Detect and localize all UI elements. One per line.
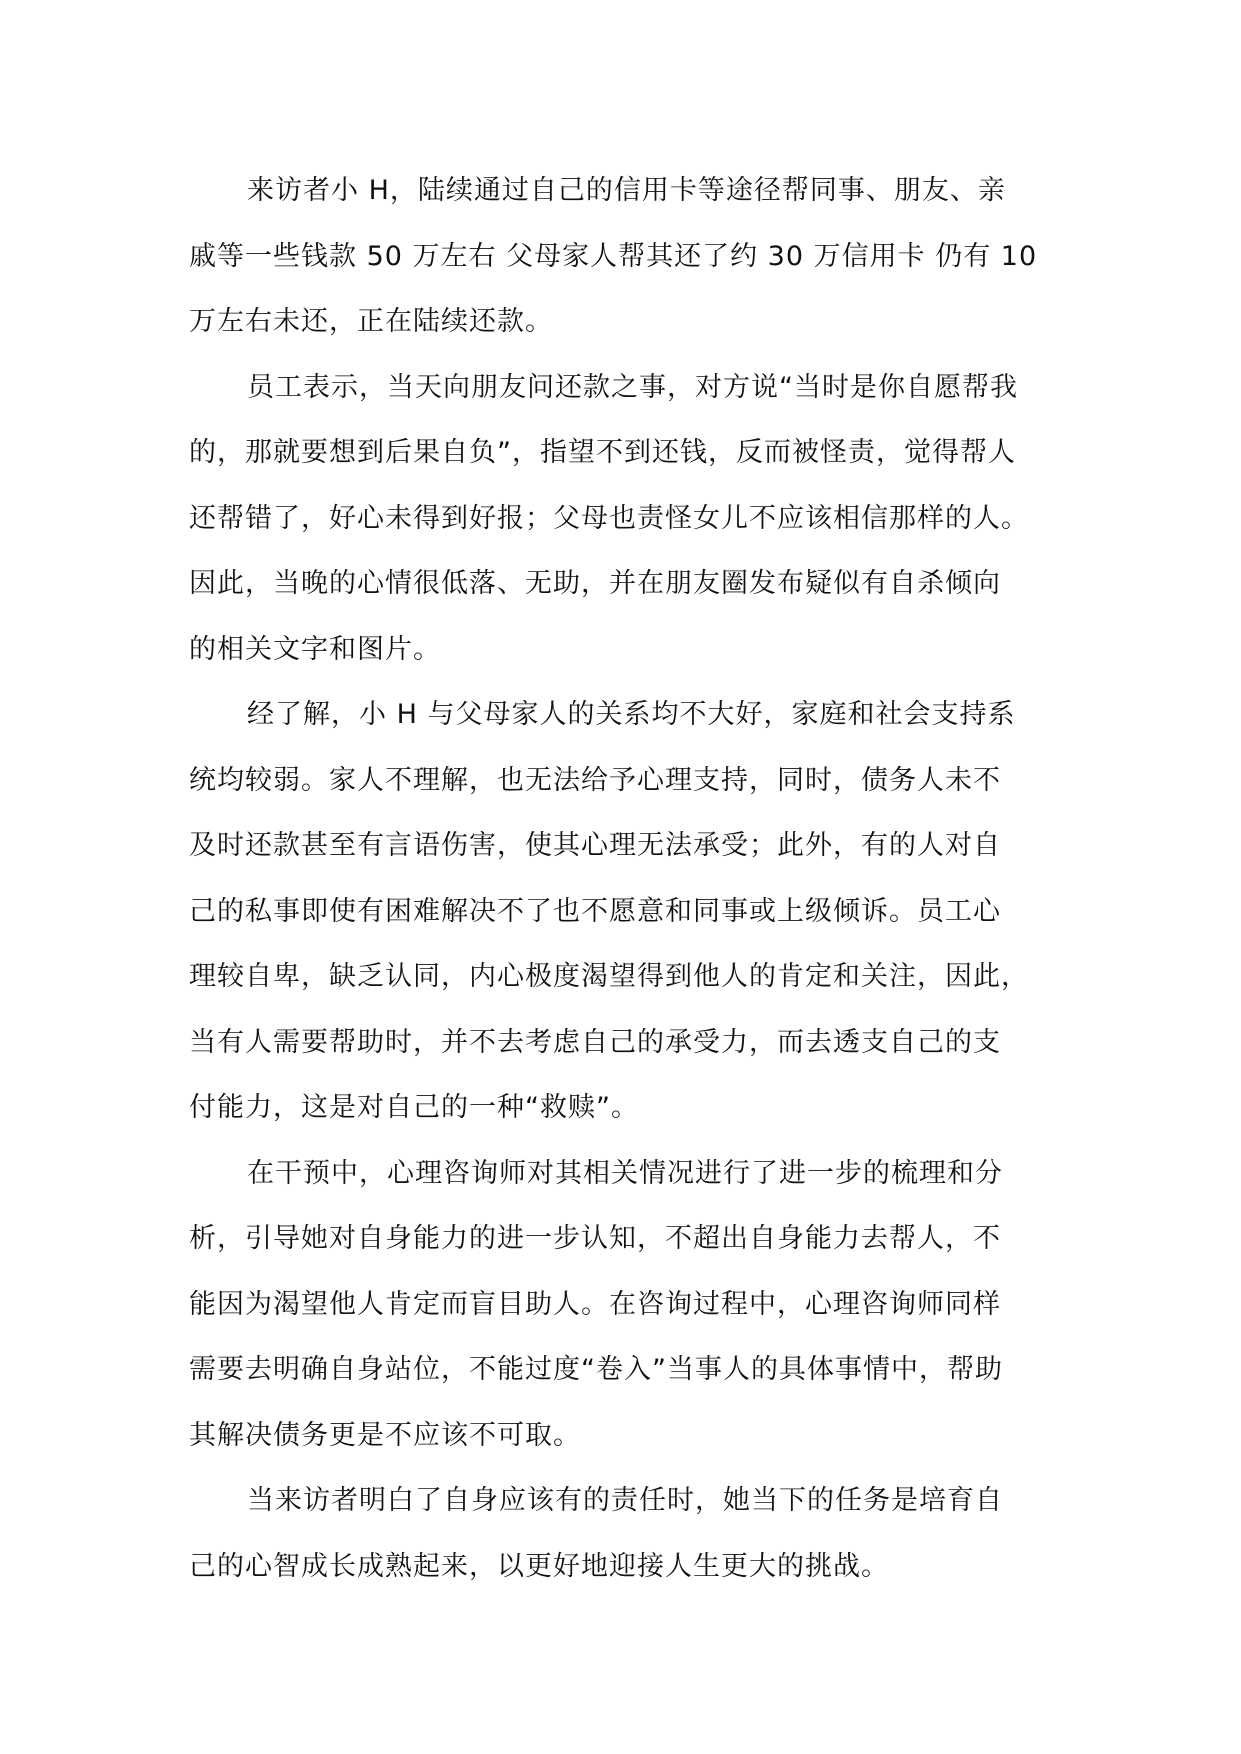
paragraph-1 [189,158,1069,355]
document-body [189,158,1069,1599]
text-line: 理较自卑，缺乏认同，内心极度渴望得到他人的肯定和关注，因此， [189,961,1029,992]
text-line: 当来访者明白了自身应该有的责任时，她当下的任务是培育自 [247,1485,1003,1516]
text-line: 万左右未还，正在陆续还款。 [189,306,553,337]
paragraph-2 [189,355,1069,683]
paragraph-5 [189,1468,1069,1599]
text-line: 统均较弱。家人不理解，也无法给予心理支持，同时，债务人未不 [189,764,1001,796]
text-line: 析，引导她对自身能力的进一步认知，不超出自身能力去帮人，不 [189,1223,1001,1254]
text-line: 需要去明确自身站位，不能过度“卷入”当事人的具体事情中，帮助 [189,1354,1003,1385]
text-line: 来访者小 H，陆续通过自己的信用卡等途径帮同事、朋友、亲 [247,175,1006,206]
paragraph-4 [189,1141,1069,1469]
text-line: 其解决债务更是不应该不可取。 [189,1419,581,1451]
text-line: 戚等一些钱款 50 万左右 父母家人帮其还了约 30 万信用卡 仍有 10 [189,240,1038,272]
text-line: 还帮错了，好心未得到好报；父母也责怪女儿不应该相信那样的人。 [189,502,1029,534]
text-line: 当有人需要帮助时，并不去考虑自己的承受力，而去透支自己的支 [189,1026,1001,1058]
text-line: 经了解，小 H 与父母家人的关系均不大好，家庭和社会支持系 [247,699,1016,730]
text-line: 员工表示，当天向朋友问还款之事，对方说“当时是你自愿帮我 [247,371,1018,403]
text-line: 付能力，这是对自己的一种“救赎”。 [189,1092,639,1123]
text-line: 己的心智成长成熟起来，以更好地迎接人生更大的挑战。 [189,1550,889,1582]
text-line: 能因为渴望他人肯定而盲目助人。在咨询过程中，心理咨询师同样 [189,1288,1001,1320]
paragraph-3 [189,682,1069,1141]
text-line: 因此，当晚的心情很低落、无助，并在朋友圈发布疑似有自杀倾向 [189,568,1001,599]
text-line: 在干预中，心理咨询师对其相关情况进行了进一步的梳理和分 [247,1157,1003,1189]
text-line: 的，那就要想到后果自负”，指望不到还钱，反而被怪责，觉得帮人 [189,437,1016,468]
text-line: 的相关文字和图片。 [189,633,441,665]
text-line: 己的私事即使有困难解决不了也不愿意和同事或上级倾诉。员工心 [189,895,1001,927]
text-line: 及时还款甚至有言语伤害，使其心理无法承受；此外，有的人对自 [189,830,1001,861]
